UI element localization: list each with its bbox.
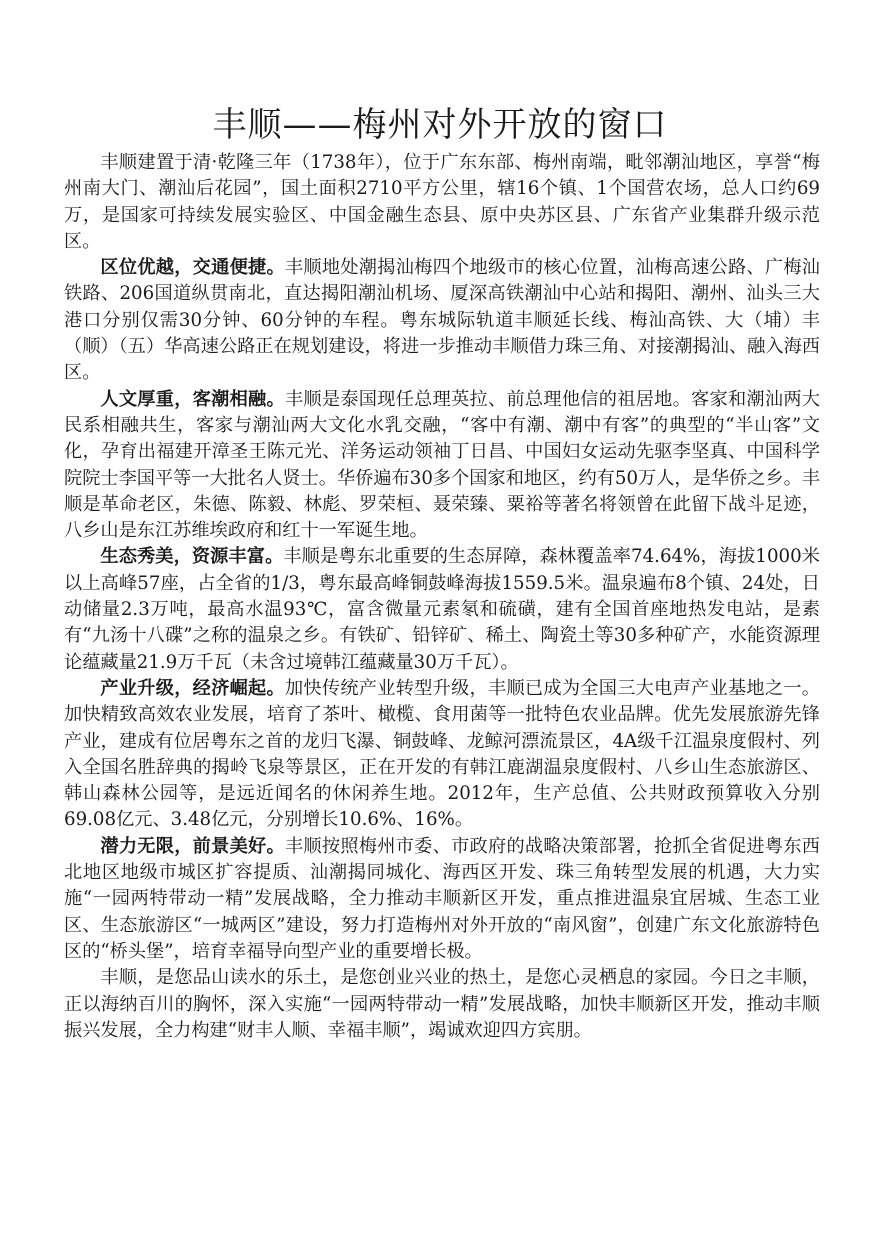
- section-paragraph-prospects: [64, 834, 820, 965]
- section-text: 丰顺是粤东北重要的生态屏障，森林覆盖率74.64%，海拔1000米以上高峰57座，占全省的1/3，粤东最高峰铜鼓峰海拔1559.5米。温泉遍布8个镇、24处，日动储量2.3万吨，最高水温93℃，富含微量元素氡和硫磺，建有全国首座地热发电站，是素有“九汤十八碟”之称的温泉之乡。有铁矿、铅锌矿、稀土、陶瓷土等30多种矿产，水能资源理论蕴藏量21.9万千瓦（未含过境韩江蕴藏量30万千瓦）。: [64, 546, 820, 673]
- article-body: [64, 150, 820, 1044]
- intro-paragraph: 丰顺建置于清·乾隆三年（1738年），位于广东东部、梅州南端，毗邻潮汕地区，享誉“梅州南大门、潮汕后花园”，国土面积2710平方公里，辖16个镇、1个国营农场，总人口约69万，是国家可持续发展实验区、中国金融生态县、原中央苏区县、广东省产业集群升级示范区。: [64, 152, 820, 252]
- section-heading: 潜力无限，前景美好。: [100, 835, 285, 857]
- section-heading: 区位优越，交通便捷。: [100, 257, 285, 279]
- section-paragraph-ecology: [64, 544, 820, 675]
- section-text: 加快传统产业转型升级，丰顺已成为全国三大电声产业基地之一。加快精致高效农业发展，培育了茶叶、橄榄、食用菌等一批特色农业品牌。优先发展旅游先锋产业，建成有位居粤东之首的龙归飞瀑、铜鼓峰、龙鲸河漂流景区，4A级千江温泉度假村、列入全国名胜辞典的揭岭飞泉等景区，正在开发的有韩江鹿湖温泉度假村、八乡山生态旅游区、韩山森林公园等，是远近闻名的休闲养生地。2012年，生产总值、公共财政预算收入分别69.08亿元、3.48亿元，分别增长10.6%、16%。: [64, 677, 820, 831]
- page-title: 丰顺——梅州对外开放的窗口: [212, 104, 668, 145]
- section-paragraph-culture: [64, 387, 820, 545]
- section-paragraph-location: [64, 255, 820, 386]
- section-heading: 人文厚重，客潮相融。: [100, 388, 285, 410]
- closing-paragraph: 丰顺，是您品山读水的乐土，是您创业兴业的热土，是您心灵栖息的家园。今日之丰顺，正以海纳百川的胸怀，深入实施“一园两特带动一精”发展战略，加快丰顺新区开发，推动丰顺振兴发展，全力构建“财丰人顺、幸福丰顺”，竭诚欢迎四方宾朋。: [64, 967, 820, 1041]
- section-heading: 生态秀美，资源丰富。: [100, 546, 284, 568]
- section-text: 丰顺按照梅州市委、市政府的战略决策部署，抢抓全省促进粤东西北地区地级市城区扩容提质、汕潮揭同城化、海西区开发、珠三角转型发展的机遇，大力实施“一园两特带动一精”发展战略，全力推动丰顺新区开发，重点推进温泉宜居城、生态工业区、生态旅游区“一城两区”建设，努力打造梅州对外开放的“南风窗”，创建广东文化旅游特色区的“桥头堡”，培育幸福导向型产业的重要增长极。: [64, 835, 820, 962]
- section-text: 丰顺地处潮揭汕梅四个地级市的核心位置，汕梅高速公路、广梅汕铁路、206国道纵贯南北，直达揭阳潮汕机场、厦深高铁潮汕中心站和揭阳、潮州、汕头三大港口分别仅需30分钟、60分钟的车程。粤东城际轨道丰顺延长线、梅汕高铁、大（埔）丰（顺）（五）华高速公路正在规划建设，将进一步推动丰顺借力珠三角、对接潮揭汕、融入海西区。: [64, 257, 820, 384]
- section-text: 丰顺是泰国现任总理英拉、前总理他信的祖居地。客家和潮汕两大民系相融共生，客家与潮汕两大文化水乳交融，“客中有潮、潮中有客”的典型的“半山客”文化，孕育出福建开漳圣王陈元光、洋务运动领袖丁日昌、中国妇女运动先驱李坚真、中国科学院院士李国平等一大批名人贤士。华侨遍布30多个国家和地区，约有50万人，是华侨之乡。丰顺是革命老区，朱德、陈毅、林彪、罗荣桓、聂荣臻、粟裕等著名将领曾在此留下战斗足迹，八乡山是东江苏维埃政府和红十一军诞生地。: [64, 388, 820, 542]
- section-paragraph-industry: [64, 676, 820, 834]
- section-heading: 产业升级，经济崛起。: [100, 677, 285, 699]
